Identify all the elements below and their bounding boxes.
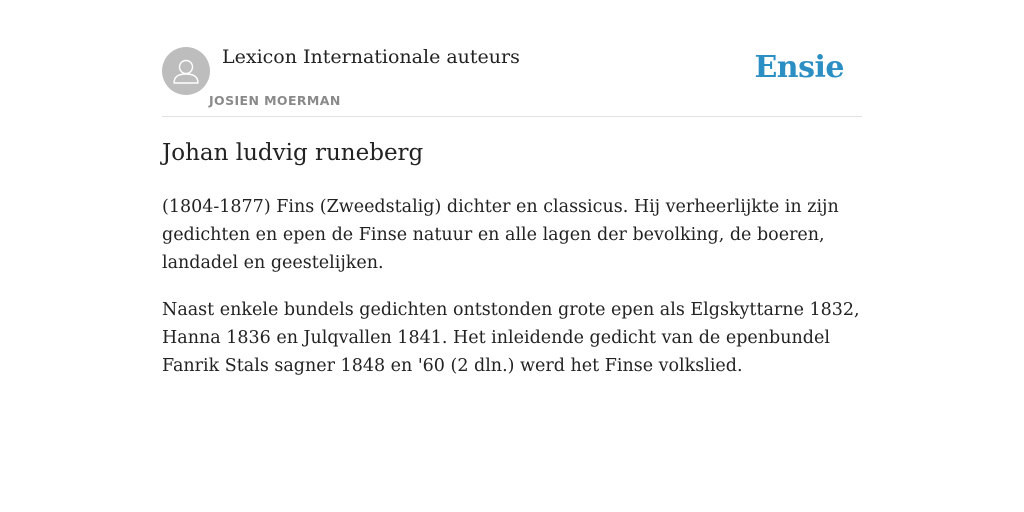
avatar[interactable] bbox=[162, 47, 210, 95]
article-body bbox=[162, 193, 862, 399]
article-title: Johan ludvig runeberg bbox=[162, 140, 424, 166]
header bbox=[162, 0, 862, 117]
article-paragraph: (1804-1877) Fins (Zweedstalig) dichter en classicus. Hij verheerlijkte in zijn gedichten en epen de Finse natuur en alle lagen der bevolking, de boeren, landadel en geestelijken. bbox=[162, 197, 839, 273]
brand-logo[interactable]: Ensie bbox=[754, 50, 844, 85]
lexicon-title[interactable]: Lexicon Internationale auteurs bbox=[222, 46, 520, 68]
author-name[interactable]: JOSIEN MOERMAN bbox=[209, 93, 341, 108]
user-placeholder-icon bbox=[162, 47, 210, 95]
page-container bbox=[162, 0, 862, 376]
article-paragraph: Naast enkele bundels gedichten ontstonden grote epen als Elgskyttarne 1832, Hanna 1836 en Julqvallen 1841. Het inleidende gedicht van de epenbundel Fanrik Stals sagner 1848 en '60 (2 dln.) werd het Finse volkslied. bbox=[162, 300, 860, 376]
